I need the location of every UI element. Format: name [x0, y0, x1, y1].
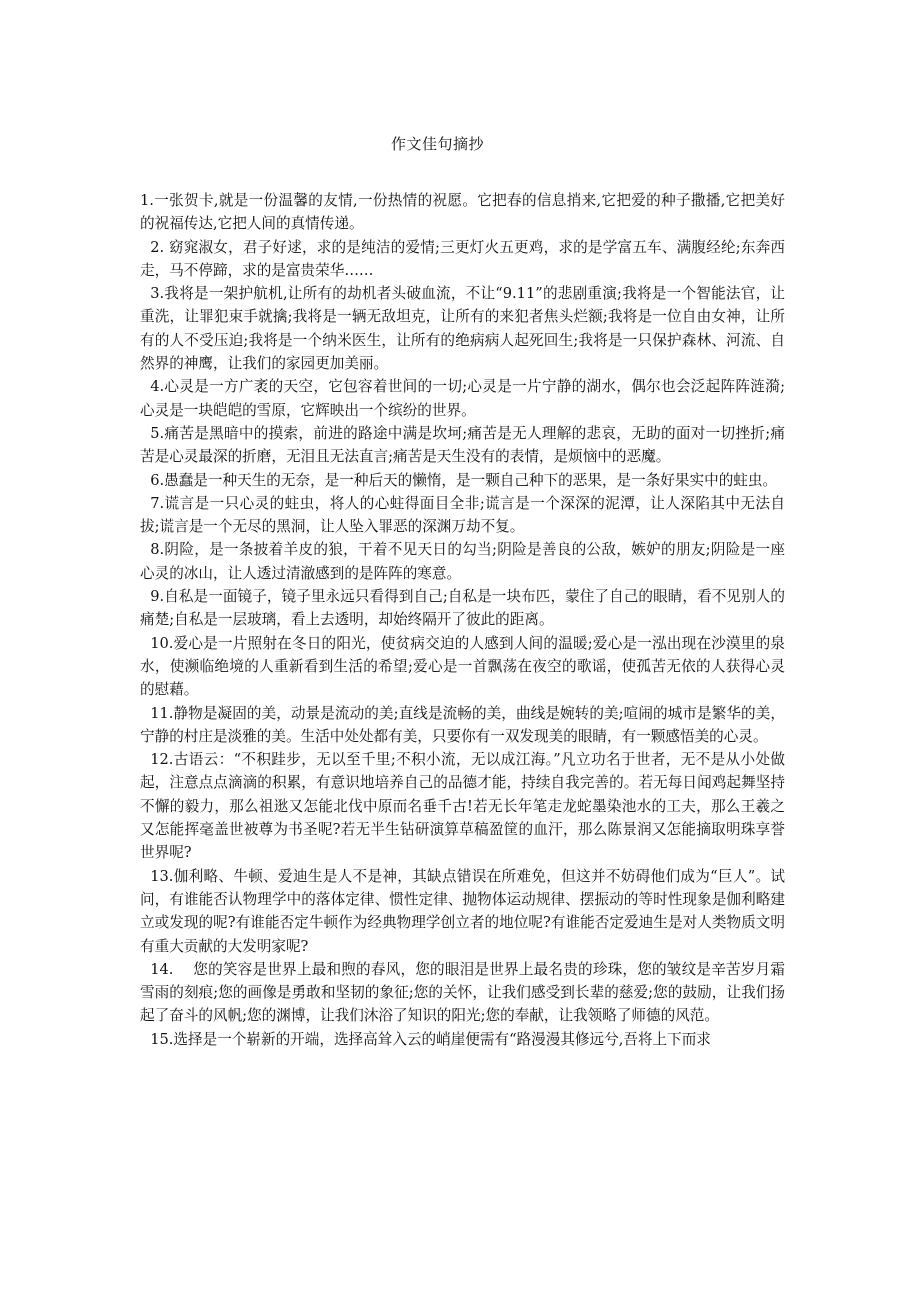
paragraph-11: 11.静物是凝固的美，动景是流动的美;直线是流畅的美，曲线是婉转的美;喧闹的城市是繁华的美，宁静的村庄是淡雅的美。生活中处处都有美，只要你有一双发现美的眼睛，有一颗感悟美的心灵。 — [140, 704, 785, 745]
paragraph-2: 2. 窈窕淑女，君子好逑，求的是纯洁的爱情;三更灯火五更鸡，求的是学富五车、满腹经纶;东奔西走，马不停蹄，求的是富贵荣华…… — [140, 238, 785, 279]
paragraph-8: 8.阴险，是一条披着羊皮的狼，干着不见天日的勾当;阴险是善良的公敌，嫉妒的朋友;阴险是一座心灵的冰山，让人透过清澈感到的是阵阵的寒意。 — [140, 541, 785, 582]
document-title: 作文佳句摘抄 — [390, 135, 484, 153]
paragraph-10: 10.爱心是一片照射在冬日的阳光，使贫病交迫的人感到人间的温暖;爱心是一泓出现在沙漠里的泉水，使濒临绝境的人重新看到生活的希望;爱心是一首飘荡在夜空的歌谣，使孤苦无依的人获得心灵的慰藉。 — [140, 634, 785, 699]
paragraph-12: 12.古语云：“不积跬步，无以至千里;不积小流，无以成江海。”凡立功名于世者，无不是从小处做起，注意点点滴滴的积累，有意识地培养自己的品德才能，持续自我完善的。若无每日闻鸡起舞坚持不懈的毅力，那么祖逖又怎能北伐中原而名垂千古!若无长年笔走龙蛇墨染池水的工夫，那么王羲之又怎能挥毫盖世被尊为书圣呢?若无半生钻研演算草稿盈筐的血汗，那么陈景润又怎能摘取明珠享誉世界呢? — [140, 751, 785, 862]
paragraph-5: 5.痛苦是黑暗中的摸索，前进的路途中满是坎坷;痛苦是无人理解的悲哀，无助的面对一切挫折;痛苦是心灵最深的折磨，无泪且无法直言;痛苦是天生没有的表情，是烦恼中的恶魔。 — [140, 424, 785, 466]
paragraph-15: 15.选择是一个崭新的开端，选择高耸入云的峭崖便需有“路漫漫其修远兮,吾将上下而求 — [150, 1030, 711, 1048]
paragraph-14: 14. 您的笑容是世界上最和煦的春风，您的眼泪是世界上最名贵的珍珠，您的皱纹是辛苦岁月霜雪雨的刻痕;您的画像是勇敢和坚韧的象征;您的关怀，让我们感受到长辈的慈爱;您的鼓励，让我们扬起了奋斗的风帆;您的渊博，让我们沐浴了知识的阳光;您的奉献，让我领略了师德的风范。 — [140, 960, 785, 1025]
paragraph-7: 7.谎言是一只心灵的蛀虫，将人的心蛀得面目全非;谎言是一个深深的泥潭，让人深陷其中无法自拔;谎言是一个无尽的黑洞，让人坠入罪恶的深渊万劫不复。 — [140, 494, 785, 536]
paragraph-6: 6.愚蠢是一种天生的无奈，是一种后天的懒惰，是一颗自己种下的恶果，是一条好果实中的蛀虫。 — [150, 471, 778, 489]
paragraph-4: 4.心灵是一方广袤的天空，它包容着世间的一切;心灵是一片宁静的湖水，偶尔也会泛起阵阵涟漪;心灵是一块皑皑的雪原，它辉映出一个缤纷的世界。 — [140, 378, 785, 419]
document-page — [140, 132, 785, 1051]
paragraph-13: 13.伽利略、牛顿、爱迪生是人不是神，其缺点错误在所难免，但这并不妨碍他们成为“巨人”。试问，有谁能否认物理学中的落体定律、惯性定律、抛物体运动规律、摆振动的等时性现象是伽利略建立或发现的呢?有谁能否定牛顿作为经典物理学创立者的地位呢?有谁能否定爱迪生是对人类物质文明有重大贡献的大发明家呢? — [140, 867, 785, 955]
paragraph-1: 1.一张贺卡,就是一份温馨的友情,一份热情的祝愿。它把春的信息捎来,它把爱的种子撒播,它把美好的祝福传达,它把人间的真情传递。 — [140, 192, 785, 233]
paragraph-9: 9.自私是一面镜子，镜子里永远只看得到自己;自私是一块布匹，蒙住了自己的眼睛，看不见别人的痛楚;自私是一层玻璃，看上去透明，却始终隔开了彼此的距离。 — [140, 588, 785, 629]
paragraph-3: 3.我将是一架护航机,让所有的劫机者头破血流，不让“9.11”的悲剧重演;我将是一个智能法官，让重洗，让罪犯束手就擒;我将是一辆无敌坦克，让所有的来犯者焦头烂额;我将是一位自由女神，让所有的人不受压迫;我将是一个纳米医生，让所有的绝病病人起死回生;我将是一只保护森林、河流、自然界的神鹰，让我们的家园更加美丽。 — [140, 285, 785, 373]
